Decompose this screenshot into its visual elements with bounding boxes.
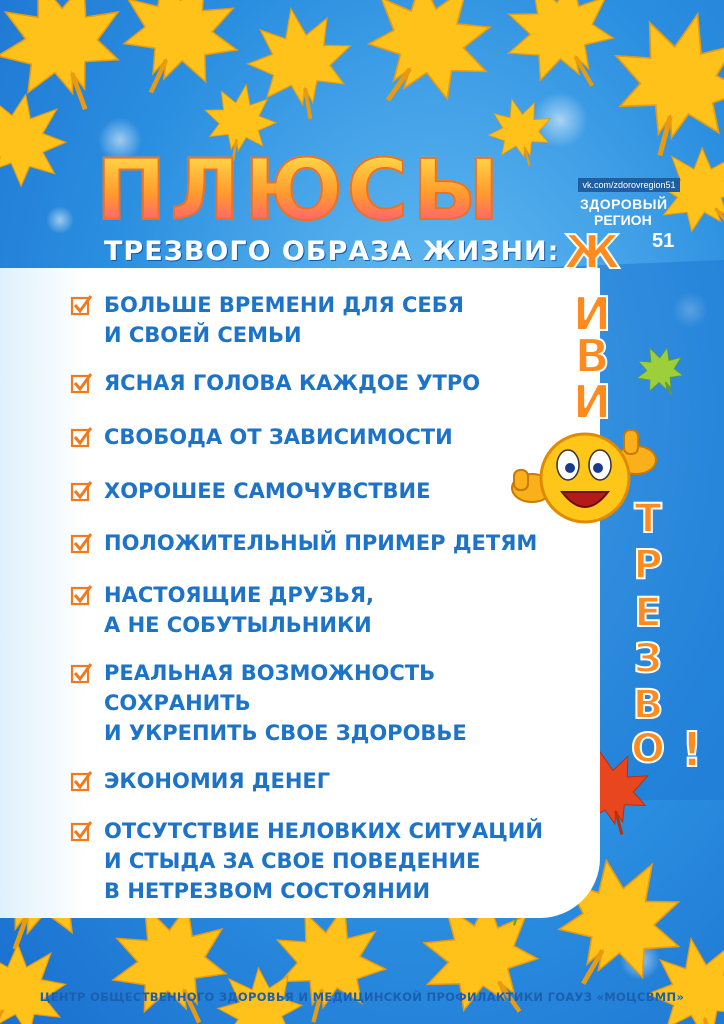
benefit-text: РЕАЛЬНАЯ ВОЗМОЖНОСТЬ СОХРАНИТЬ И УКРЕПИТЬ СВОЕ ЗДОРОВЬЕ	[104, 661, 467, 745]
slogan-letter: Ж	[563, 225, 621, 279]
benefit-text: ОТСУТСТВИЕ НЕЛОВКИХ СИТУАЦИЙ И СТЫДА ЗА СВОЕ ПОВЕДЕНИЕ В НЕТРЕЗВОМ СОСТОЯНИИ	[104, 819, 543, 903]
slogan-letter: И	[572, 375, 612, 429]
slogan-letter: В	[574, 329, 610, 383]
poster-subtitle: ТРЕЗВОГО ОБРАЗА ЖИЗНИ:	[104, 236, 560, 267]
vk-link[interactable]: vk.com/zdorovregion51	[578, 178, 680, 192]
benefit-text: НАСТОЯЩИЕ ДРУЗЬЯ, А НЕ СОБУТЫЛЬНИКИ	[104, 583, 375, 637]
slogan-letter: Т	[634, 496, 662, 542]
footer-organization: ЦЕНТР ОБЩЕСТВЕННОГО ЗДОРОВЬЯ И МЕДИЦИНСКОЙ ПРОФИЛАКТИКИ ГОАУЗ «МОЦСВМП»	[39, 990, 685, 1004]
benefit-text: СВОБОДА ОТ ЗАВИСИМОСТИ	[104, 425, 453, 449]
slogan-letter: В	[632, 682, 664, 728]
slogan-letter: И	[572, 287, 612, 341]
slogan-letter: Р	[633, 542, 663, 588]
brand-number: 51	[652, 230, 675, 252]
slogan-letter: !	[681, 722, 703, 778]
benefit-text: ЯСНАЯ ГОЛОВА КАЖДОЕ УТРО	[104, 371, 481, 395]
benefit-text: ПОЛОЖИТЕЛЬНЫЙ ПРИМЕР ДЕТЯМ	[104, 531, 538, 555]
benefit-text: БОЛЬШЕ ВРЕМЕНИ ДЛЯ СЕБЯ И СВОЕЙ СЕМЬИ	[104, 293, 464, 347]
brand-line-1: ЗДОРОВЫЙ	[580, 196, 668, 212]
poster-title: ПЛЮСЫ	[96, 141, 504, 239]
benefit-text: ХОРОШЕЕ САМОЧУВСТВИЕ	[104, 479, 431, 503]
slogan-letter: Е	[634, 590, 662, 636]
benefit-text: ЭКОНОМИЯ ДЕНЕГ	[104, 769, 331, 793]
brand-line-2: РЕГИОН	[594, 212, 652, 228]
slogan-letter: О	[630, 726, 666, 772]
slogan-letter: З	[633, 636, 663, 682]
